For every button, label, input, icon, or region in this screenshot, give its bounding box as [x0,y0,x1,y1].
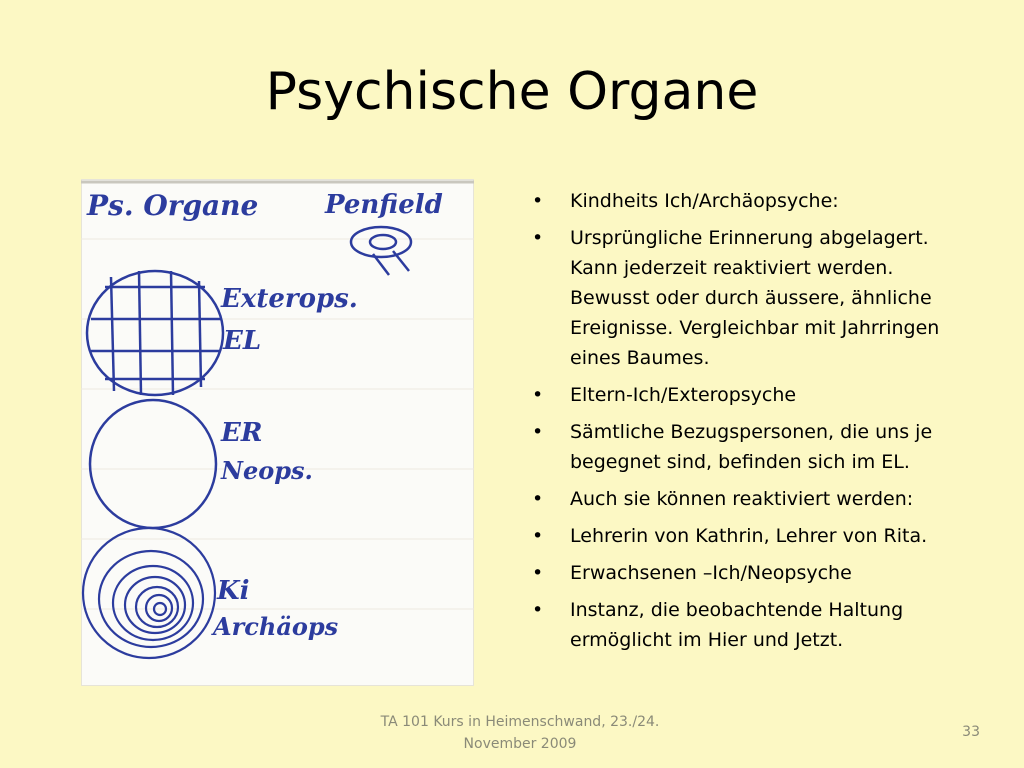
bullet-list [530,186,970,662]
page-number: 33 [962,724,980,740]
handwriting-label-er: ER [221,418,263,448]
handwriting-label-el: EL [223,326,262,356]
bullet-item: • Instanz, die beobachtende Haltung ermöglicht im Hier und Jetzt. [530,595,970,655]
handwriting-label-neops: Neops. [221,456,313,485]
neopsyche-circle [90,400,216,528]
bullet-item: • Sämtliche Bezugspersonen, die uns je begegnet sind, befinden sich im EL. [530,417,970,477]
handwriting-label-exterops: Exterops. [221,284,358,314]
handwriting-heading-right: Penfield [325,190,443,220]
bullet-item: • Erwachsenen –Ich/Neopsyche [530,558,970,588]
bullet-item: • Auch sie können reaktiviert werden: [530,484,970,514]
slide-footer: TA 101 Kurs in Heimenschwand, 23./24. November 2009 [380,714,660,752]
bullet-item: • Ursprüngliche Erinnerung abgelagert. Kann jederzeit reaktiviert werden. Bewusst oder durch äussere, ähnliche Ereignisse. Vergleichbar mit Jahrringen eines Baumes. [530,223,970,373]
slide-title: Psychische Organe [265,62,759,122]
whiteboard-photo [81,179,474,686]
bullet-item: • Eltern-Ich/Exteropsyche [530,380,970,410]
handwriting-label-ki: Ki [217,576,250,606]
handwriting-label-archaeops: Archäops [213,612,339,641]
brain-sketch-icon [351,227,411,275]
bullet-item: • Lehrerin von Kathrin, Lehrer von Rita. [530,521,970,551]
handwriting-heading-left: Ps. Organe [87,189,259,222]
exteropsyche-grid-circle [87,271,223,395]
archaeopsyche-tree-rings [83,528,215,658]
bullet-item: • Kindheits Ich/Archäopsyche: [530,186,970,216]
